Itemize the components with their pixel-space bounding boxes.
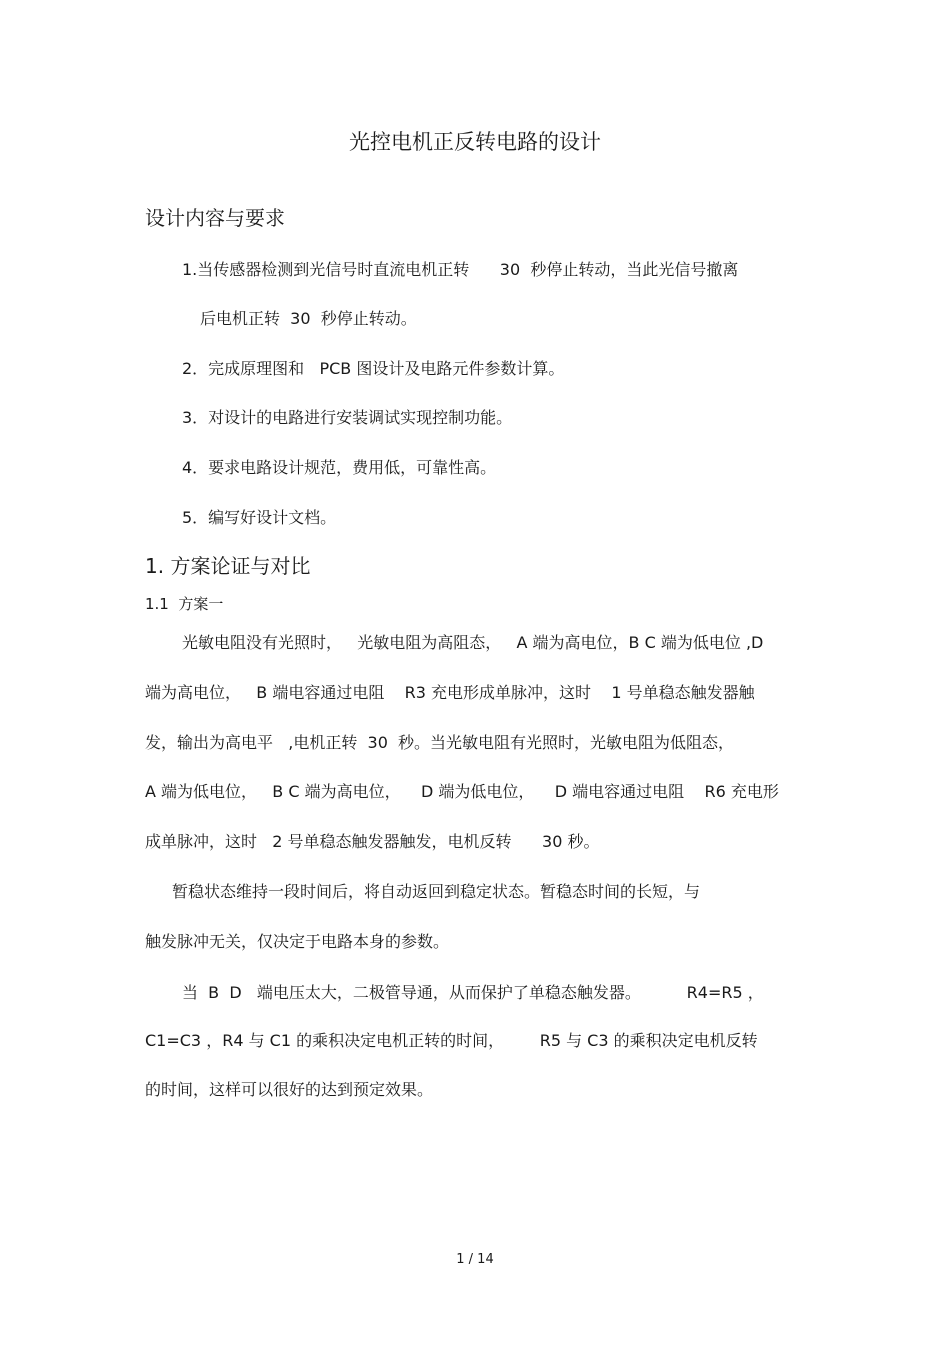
page-number: 1 / 14	[456, 1252, 494, 1267]
requirement-item-2: 2．完成原理图和 PCB 图设计及电路元件参数计算。	[182, 359, 565, 378]
paragraph-1-line-4: A 端为低电位， B C 端为高电位， D 端为低电位， D 端电容通过电阻 R6 充电形	[145, 782, 779, 801]
paragraph-1-line-2: 端为高电位， B 端电容通过电阻 R3 充电形成单脉冲，这时 1 号单稳态触发器触	[145, 683, 755, 702]
requirement-item-3: 3．对设计的电路进行安装调试实现控制功能。	[182, 408, 513, 427]
paragraph-1-line-1: 光敏电阻没有光照时， 光敏电阻为高阻态， A 端为高电位，B C 端为低电位 ,D	[182, 633, 764, 652]
requirement-item-4: 4．要求电路设计规范，费用低，可靠性高。	[182, 458, 497, 477]
requirement-item-1-line-2: 后电机正转 30 秒停止转动。	[200, 309, 417, 328]
paragraph-3-line-2: C1=C3 ，R4 与 C1 的乘积决定电机正转的时间， R5 与 C3 的乘积决定电机反转	[145, 1031, 758, 1050]
paragraph-1-line-5: 成单脉冲，这时 2 号单稳态触发器触发，电机反转 30 秒。	[145, 832, 600, 851]
page-title: 光控电机正反转电路的设计	[349, 130, 601, 154]
requirement-item-5: 5．编写好设计文档。	[182, 508, 337, 527]
paragraph-2-line-2: 触发脉冲无关，仅决定于电路本身的参数。	[145, 932, 450, 951]
requirement-item-1-line-1: 1.当传感器检测到光信号时直流电机正转 30 秒停止转动，当此光信号撤离	[182, 260, 739, 279]
paragraph-2-line-1: 暂稳状态维持一段时间后，将自动返回到稳定状态。暂稳态时间的长短，与	[172, 882, 701, 901]
subsection-1-1-heading: 1.1 方案一	[145, 595, 224, 613]
section-1-heading: 1. 方案论证与对比	[145, 554, 311, 578]
paragraph-1-line-3: 发，输出为高电平 ,电机正转 30 秒。当光敏电阻有光照时，光敏电阻为低阻态，	[145, 733, 735, 752]
requirements-heading: 设计内容与要求	[145, 206, 285, 230]
paragraph-3-line-3: 的时间，这样可以很好的达到预定效果。	[145, 1080, 434, 1099]
paragraph-3-line-1: 当 B D 端电压太大，二极管导通，从而保护了单稳态触发器。 R4=R5 ，	[182, 983, 764, 1002]
